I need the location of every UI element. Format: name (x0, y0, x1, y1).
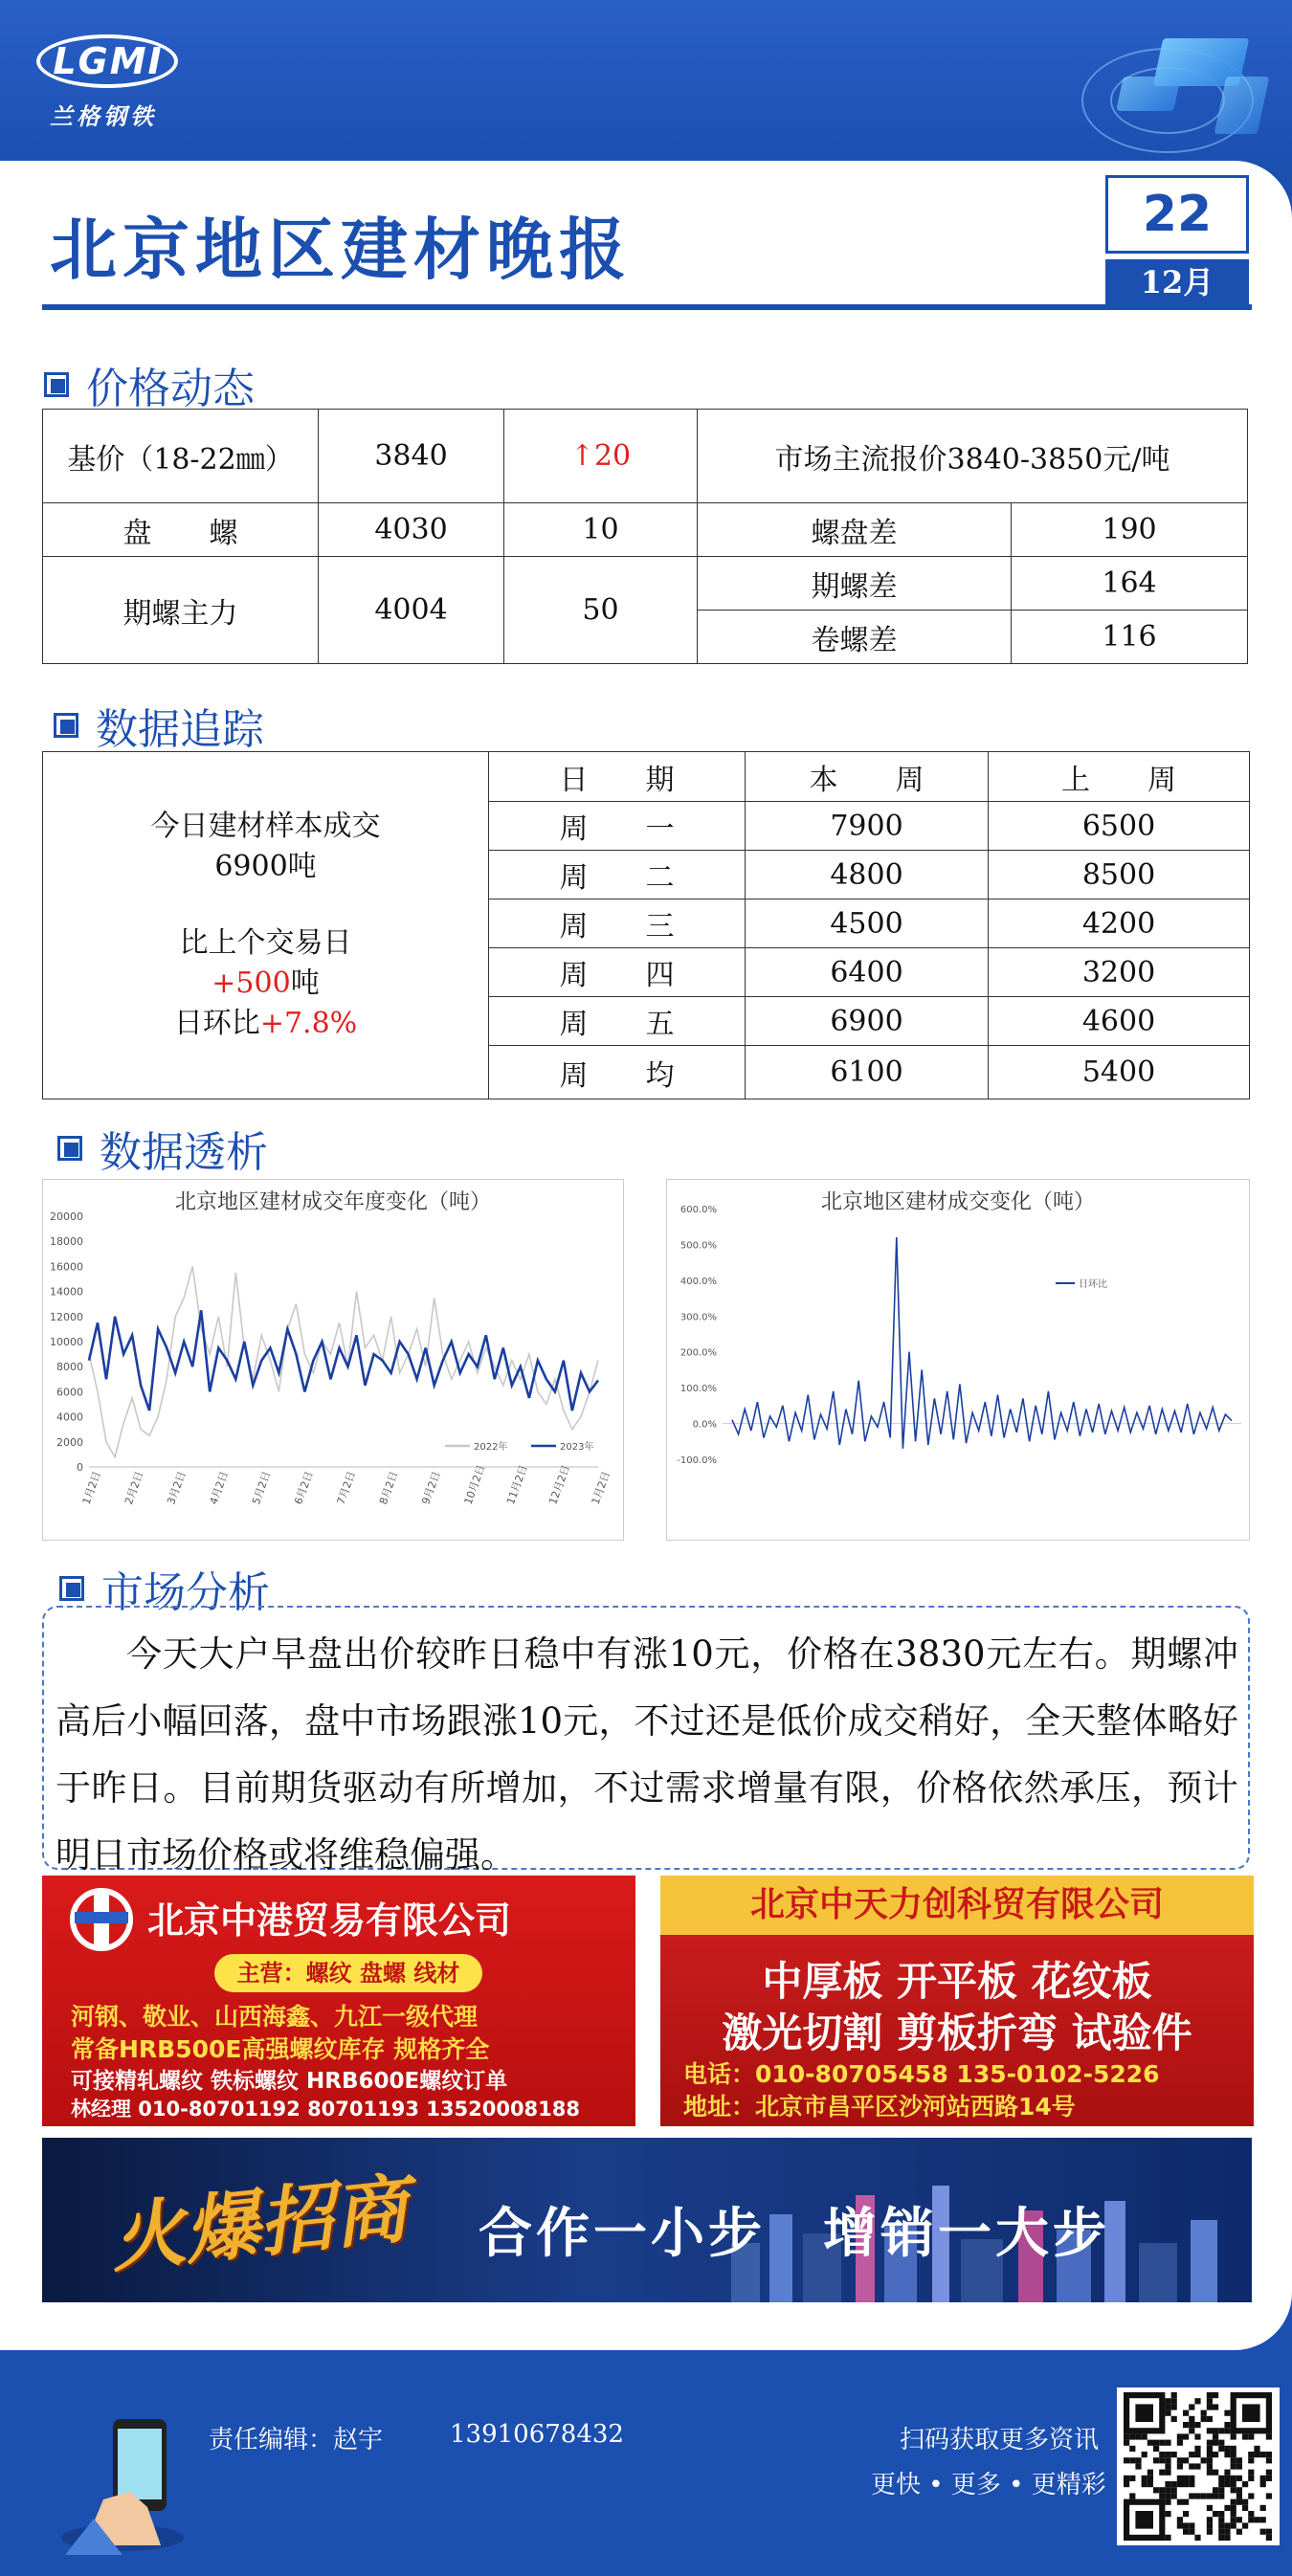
ad-zhonggang[interactable] (42, 1876, 635, 2126)
x-tick-label: 9月2日 (419, 1469, 443, 1507)
page-title: 北京地区建材晚报 (50, 210, 632, 289)
y-tick-label: 100.0% (679, 1384, 717, 1395)
futures-price: 4004 (319, 557, 504, 664)
ad-line: 中厚板 开平板 花纹板 (762, 1958, 1152, 2005)
futures-label: 期螺主力 (43, 557, 319, 664)
y-tick-label: 0 (77, 1461, 83, 1474)
section-analysis-heading (57, 1118, 268, 1179)
y-tick-label: 0.0% (692, 1419, 717, 1431)
series-line-2022年 (89, 1266, 598, 1456)
y-tick-label: 4000 (56, 1410, 83, 1424)
x-tick-label: 8月2日 (376, 1469, 401, 1507)
spread-label: 螺盘差 (698, 503, 1012, 557)
date-badge (1105, 175, 1249, 305)
x-tick-label: 4月2日 (207, 1469, 232, 1507)
table-row: 周 二 4800 8500 (43, 851, 1250, 899)
base-price: 3840 (319, 410, 504, 503)
annual-volume-svg (43, 1180, 623, 1540)
y-tick-label: 500.0% (679, 1240, 717, 1252)
y-tick-label: 14000 (50, 1285, 83, 1299)
phone-hand-icon (56, 2411, 199, 2555)
futures-change: 50 (504, 557, 698, 664)
summary-volume: 6900吨 (214, 850, 317, 883)
series-line-ratio (732, 1237, 1232, 1449)
col-header: 日 期 (489, 752, 746, 802)
y-tick-label: 600.0% (679, 1205, 717, 1215)
ad-main-business: 主营：螺纹 盘螺 线材 (214, 1954, 482, 1992)
y-tick-label: 2000 (56, 1435, 83, 1449)
spread-value: 190 (1012, 503, 1248, 557)
table-row: 周 均 6100 5400 (43, 1046, 1250, 1099)
ad-zhongtianli[interactable] (660, 1876, 1254, 2126)
section-marker-icon (54, 713, 78, 738)
date-month: 12月 (1105, 259, 1249, 305)
legend-label: 2023年 (560, 1442, 594, 1453)
tracking-summary (43, 752, 489, 1099)
ad-line: 可接精轧螺纹 铁标螺纹 HRB600E螺纹订单 (71, 2069, 508, 2094)
ad-line: 常备HRB500E高强螺纹库存 规格齐全 (71, 2035, 490, 2063)
qr-code-icon[interactable] (1117, 2387, 1280, 2545)
table-row: 周 五 6900 4600 (43, 997, 1250, 1046)
section-tracking-heading (54, 695, 264, 756)
section-title: 数据追踪 (96, 705, 264, 754)
footer-editor: 责任编辑：赵宇 (209, 2426, 384, 2454)
y-tick-label: 300.0% (679, 1312, 717, 1323)
base-note: 市场主流报价3840-3850元/吨 (698, 410, 1248, 503)
section-marker-icon (59, 1576, 84, 1601)
legend-label: 2022年 (474, 1442, 508, 1453)
y-tick-label: 6000 (56, 1386, 83, 1399)
footer-tagline: 更快 • 更多 • 更精彩 (871, 2471, 1106, 2499)
y-tick-label: 8000 (56, 1361, 83, 1374)
summary-line: 今日建材样本成交 (150, 810, 381, 843)
company-logo-icon (63, 1885, 140, 1954)
spread-label: 期螺差 (698, 557, 1012, 611)
annual-volume-chart (42, 1179, 624, 1541)
ad-company: 北京中天力创科贸有限公司 (660, 1876, 1254, 1935)
x-tick-label: 1月2日 (589, 1469, 613, 1507)
ad-phone: 电话：010-80705458 135-0102-5226 (683, 2060, 1160, 2088)
coil-change: 10 (504, 503, 698, 557)
y-tick-label: 200.0% (679, 1347, 717, 1359)
ad-line: 河钢、敬业、山西海鑫、九江一级代理 (71, 2003, 479, 2031)
section-marker-icon (44, 372, 69, 397)
logo-text: LGMI (53, 40, 164, 82)
x-tick-label: 10月2日 (461, 1463, 488, 1507)
y-tick-label: 20000 (50, 1210, 83, 1223)
x-tick-label: 2月2日 (122, 1469, 146, 1507)
spread-label: 卷螺差 (698, 611, 1012, 664)
coil-price: 4030 (319, 503, 504, 557)
lgmi-logo (36, 29, 180, 134)
y-tick-label: 12000 (50, 1310, 83, 1323)
price-table (42, 409, 1248, 664)
ad-address: 地址：北京市昌平区沙河站西路14号 (683, 2093, 1076, 2121)
x-tick-label: 3月2日 (165, 1469, 189, 1507)
date-day: 22 (1105, 175, 1249, 254)
daily-ratio-svg (667, 1180, 1249, 1540)
y-tick-label: -100.0% (677, 1455, 717, 1466)
ad-line: 激光切割 剪板折弯 试验件 (722, 2010, 1192, 2056)
x-tick-label: 12月2日 (546, 1463, 573, 1507)
x-tick-label: 1月2日 (79, 1469, 104, 1507)
col-header: 上 周 (989, 752, 1250, 802)
ad-company: 北京中港贸易有限公司 (147, 1899, 512, 1942)
legend-label: 日环比 (1079, 1279, 1107, 1290)
ad-contact: 林经理 010-80701192 80701193 13520008188 (71, 2098, 581, 2121)
compare-value: +500吨 (212, 966, 320, 1000)
footer-phone: 13910678432 (450, 2420, 624, 2449)
ratio-line: 日环比+7.8% (173, 1007, 358, 1040)
chart-title: 北京地区建材成交年度变化（吨） (174, 1190, 492, 1214)
tracking-table (42, 751, 1250, 1099)
col-header: 本 周 (746, 752, 989, 802)
base-label: 基价（18-22㎜） (43, 410, 319, 503)
logo-cn: 兰格钢铁 (50, 102, 157, 130)
series-line-2023年 (89, 1310, 598, 1410)
section-title: 数据透析 (100, 1128, 268, 1177)
x-tick-label: 5月2日 (249, 1469, 274, 1507)
ad-campaign-title: 火爆招商 (105, 2165, 412, 2284)
chart-title: 北京地区建材成交变化（吨） (820, 1190, 1096, 1214)
market-analysis-text: 今天大户早盘出价较昨日稳中有涨10元，价格在3830元左右。期螺冲高后小幅回落，盘中市场跟涨10元，不过还是低价成交稍好，全天整体略好于昨日。目前期货驱动有所增加，不过需求增量有限，价格依然承压，预计明日市场价格或将维稳偏强。 (42, 1606, 1250, 1870)
tech-decoration-icon (1053, 10, 1273, 153)
table-row: 周 四 6400 3200 (43, 948, 1250, 997)
y-tick-label: 400.0% (679, 1276, 717, 1287)
ad-slogan: 合作一小步 增销一大步 (479, 2203, 1110, 2265)
compare-line: 比上个交易日 (179, 926, 352, 960)
up-arrow-icon: ↑ (569, 439, 594, 473)
footer-scan-text: 扫码获取更多资讯 (900, 2426, 1100, 2454)
ad-investment[interactable] (42, 2138, 1252, 2302)
spread-value: 116 (1012, 611, 1248, 664)
table-row: 周 一 7900 6500 (43, 802, 1250, 851)
section-title: 市场分析 (101, 1568, 270, 1617)
daily-ratio-chart (666, 1179, 1250, 1541)
title-divider (42, 304, 1252, 310)
y-tick-label: 10000 (50, 1336, 83, 1348)
section-marker-icon (57, 1136, 82, 1161)
x-tick-label: 11月2日 (503, 1463, 530, 1507)
base-change: ↑20 (504, 410, 698, 503)
y-tick-label: 16000 (50, 1260, 83, 1274)
table-row: 周 三 4500 4200 (43, 899, 1250, 948)
x-tick-label: 7月2日 (334, 1469, 359, 1507)
section-title: 价格动态 (86, 365, 255, 413)
section-price-heading (44, 354, 255, 415)
spread-value: 164 (1012, 557, 1248, 611)
x-tick-label: 6月2日 (292, 1469, 316, 1507)
y-tick-label: 18000 (50, 1235, 83, 1249)
coil-label: 盘 螺 (43, 503, 319, 557)
